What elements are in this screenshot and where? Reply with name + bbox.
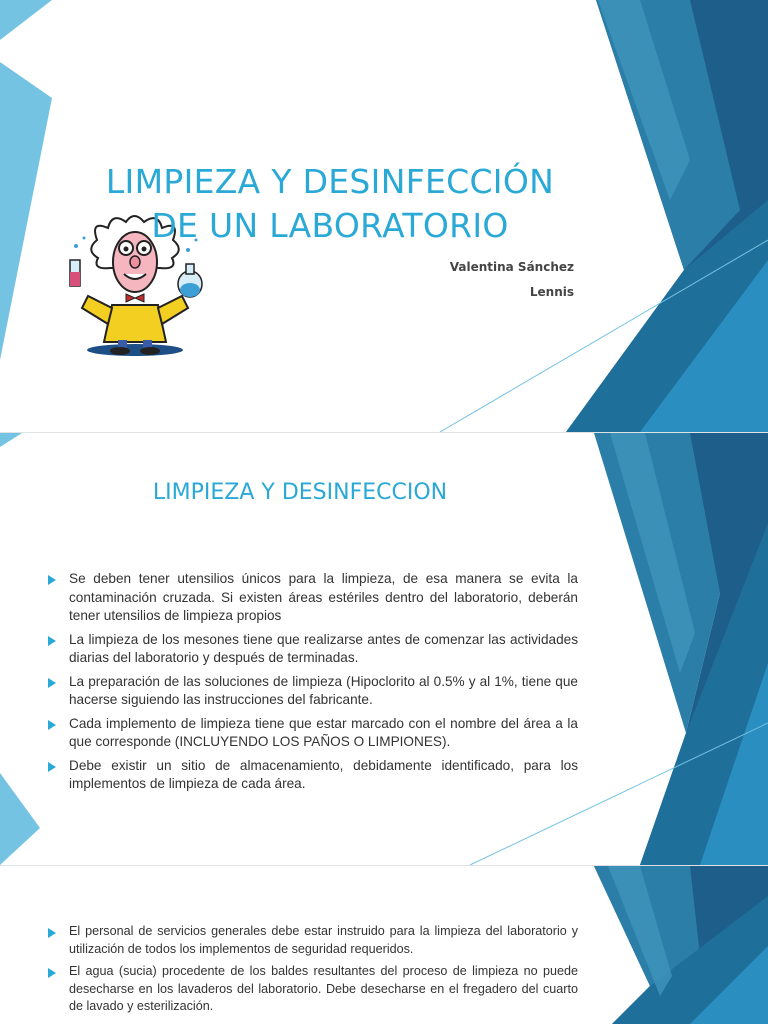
author-name: Valentina Sánchez [449, 260, 574, 274]
triangle-bullet-icon [48, 968, 56, 978]
triangle-bullet-icon [48, 636, 56, 646]
triangle-bullet-icon [48, 575, 56, 585]
list-item: El personal de servicios generales debe estar instruido para la limpieza del laboratorio y utilización de todos los implementos de seguridad requeridos. [48, 923, 578, 958]
bullet-list [48, 570, 578, 799]
triangle-bullet-icon [48, 762, 56, 772]
content-slide [0, 866, 768, 1024]
list-item: Debe existir un sitio de almacenamiento, debidamente identificado, para los implementos de limpieza de cada área. [48, 757, 578, 794]
slide-title: LIMPIEZA Y DESINFECCION [152, 480, 448, 505]
slide-title [60, 160, 600, 248]
triangle-bullet-icon [48, 678, 56, 688]
list-item: Cada implemento de limpieza tiene que estar marcado con el nombre del área a la que corresponde (INCLUYENDO LOS PAÑOS O LIMPIONES). [48, 715, 578, 752]
title-line-2: DE UN LABORATORIO [151, 206, 509, 245]
list-item: El agua (sucia) procedente de los baldes resultantes del proceso de limpieza no puede desecharse en los lavaderos del laboratorio. Debe desecharse en el fregadero del cuarto de lavado y esterilización. [48, 963, 578, 1016]
list-item: Se deben tener utensilios únicos para la limpieza, de esa manera se evita la contaminación cruzada. Si existen áreas estériles dentro del laboratorio, deberán tener utensilios de limpieza propios [48, 570, 578, 626]
triangle-bullet-icon [48, 720, 56, 730]
triangle-bullet-icon [48, 928, 56, 938]
title-slide [0, 0, 768, 432]
bullet-list [48, 923, 578, 1021]
content-slide [0, 433, 768, 865]
title-line-1: LIMPIEZA Y DESINFECCIÓN [105, 162, 555, 201]
list-item: La limpieza de los mesones tiene que realizarse antes de comenzar las actividades diarias del laboratorio y después de terminadas. [48, 631, 578, 668]
list-item: La preparación de las soluciones de limpieza (Hipoclorito al 0.5% y al 1%, tiene que hacerse siguiendo las instrucciones del fabricante. [48, 673, 578, 710]
author-surname: Lennis [529, 285, 574, 299]
